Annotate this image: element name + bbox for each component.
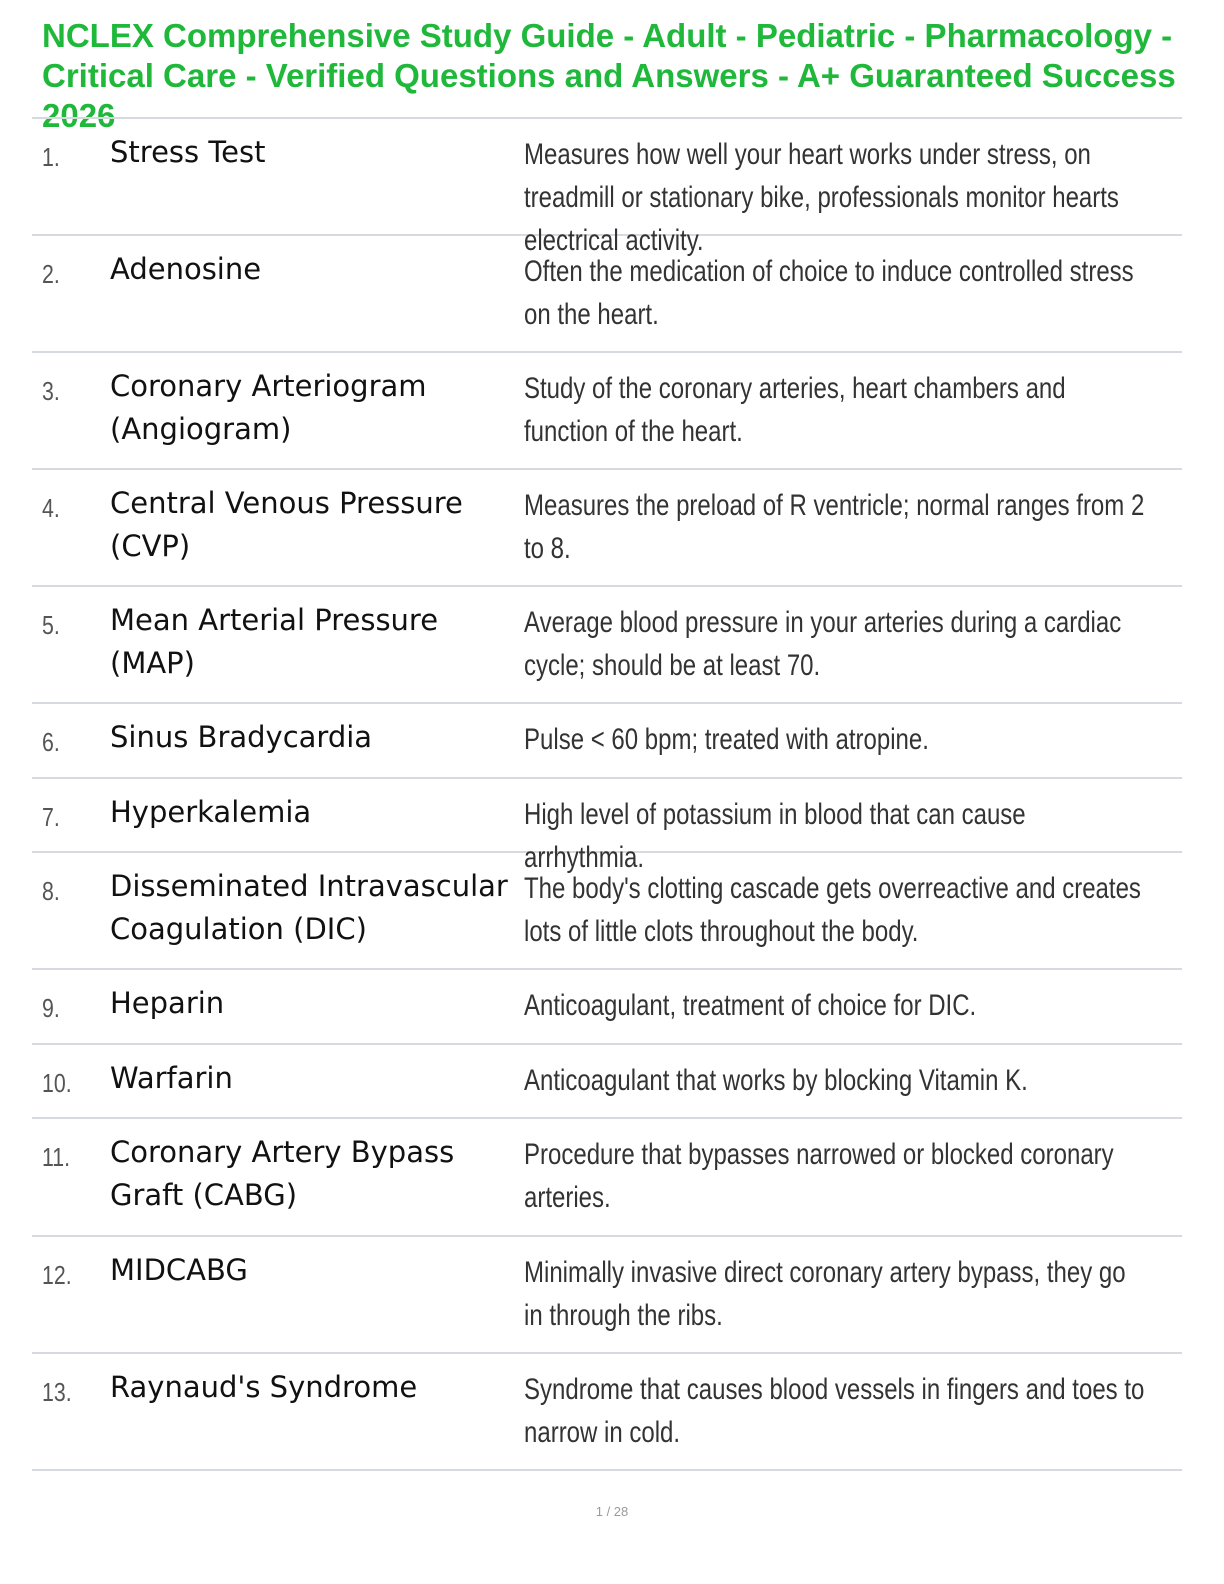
row-definition: Average blood pressure in your arteries during a cardiac cycle; should be at least 70. [524,606,1122,682]
row-term: Coronary Artery Bypass Graft (CABG) [110,1135,455,1212]
row-number: 7. [42,802,60,832]
row-term: Mean Arterial Pressure (MAP) [110,603,439,680]
table-row [32,1237,1182,1354]
row-number: 2. [42,259,60,289]
row-definition: Study of the coronary arteries, heart chambers and function of the heart. [524,372,1066,448]
row-term: Disseminated Intravascular Coagulation (DIC) [110,869,508,946]
row-definition: Anticoagulant, treatment of choice for DIC. [524,989,977,1022]
row-definition: Measures how well your heart works under stress, on treadmill or stationary bike, professionals monitor hearts electrical activity. [524,138,1119,257]
table-row [32,119,1182,257]
row-number: 13. [42,1377,72,1407]
row-number: 12. [42,1260,72,1290]
row-term: Central Venous Pressure (CVP) [110,486,463,563]
table-row [32,970,1182,1045]
row-term: Heparin [110,986,225,1020]
table-row [32,470,1182,587]
row-number: 8. [42,876,60,906]
table-row [32,236,1182,353]
row-definition: Often the medication of choice to induce controlled stress on the heart. [524,255,1134,331]
row-number: 10. [42,1068,72,1098]
row-definition: Minimally invasive direct coronary artery bypass, they go in through the ribs. [524,1256,1126,1332]
row-definition: Pulse < 60 bpm; treated with atropine. [524,723,929,756]
row-number: 11. [42,1142,71,1172]
row-term: Stress Test [110,135,266,169]
table-row [32,1354,1182,1471]
page-indicator: 1 / 28 [595,1504,629,1519]
row-definition: High level of potassium in blood that can cause arrhythmia. [524,798,1026,874]
row-term: Adenosine [110,252,262,286]
table-row [32,779,1182,874]
table-row [32,704,1182,779]
table-row [32,1119,1182,1237]
row-term: Coronary Arteriogram (Angiogram) [110,369,427,446]
row-term: Sinus Bradycardia [110,720,373,754]
table-row [32,587,1182,704]
row-term: Hyperkalemia [110,795,312,829]
row-number: 5. [42,610,60,640]
row-number: 9. [42,993,60,1023]
row-number: 1. [42,142,60,172]
row-definition: Anticoagulant that works by blocking Vitamin K. [524,1064,1028,1097]
row-number: 4. [42,493,60,523]
row-term: Raynaud's Syndrome [110,1370,418,1404]
row-number: 6. [42,727,60,757]
table-row [32,353,1182,470]
flashcard-table [32,117,1182,1471]
row-definition: Procedure that bypasses narrowed or blocked coronary arteries. [524,1138,1114,1214]
row-definition: Syndrome that causes blood vessels in fingers and toes to narrow in cold. [524,1373,1145,1449]
document-title: NCLEX Comprehensive Study Guide - Adult - Pediatric - Pharmacology - Critical Care - Verified Questions and Answers - A+ Guaranteed Success 2026 [42,17,1176,134]
table-row [32,1045,1182,1119]
row-number: 3. [42,376,60,406]
row-term: Warfarin [110,1061,233,1095]
row-definition: Measures the preload of R ventricle; normal ranges from 2 to 8. [524,489,1145,565]
row-definition: The body's clotting cascade gets overreactive and creates lots of little clots throughout the body. [524,872,1141,948]
table-row [32,853,1182,970]
row-term: MIDCABG [110,1253,248,1287]
